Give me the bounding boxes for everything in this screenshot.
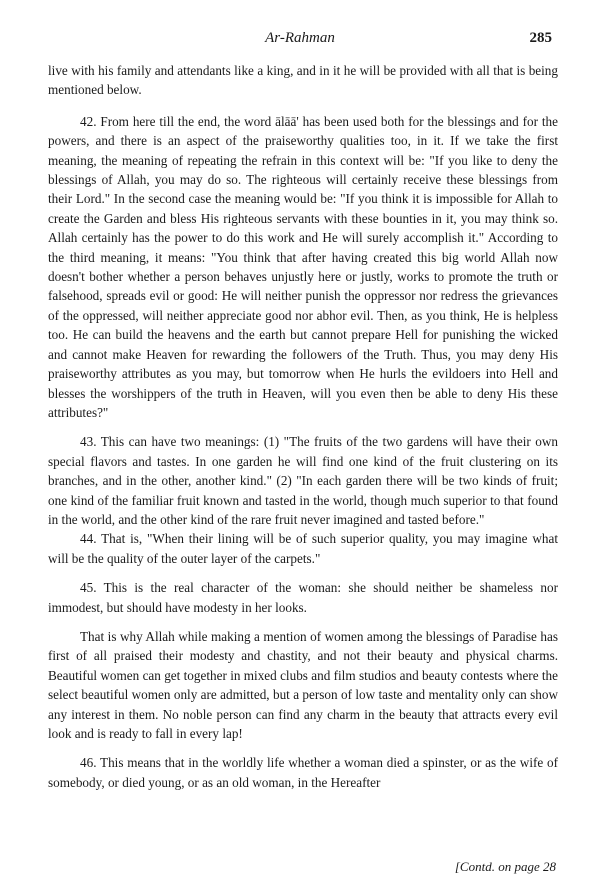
note-45: 45. This is the real character of the woman: she should neither be shameless nor immodest, but should have modesty in her looks. bbox=[48, 580, 558, 615]
page-number: 285 bbox=[529, 30, 552, 46]
running-title: Ar-Rahman bbox=[265, 30, 335, 46]
note-44: 44. That is, "When their lining will be of such superior quality, you may imagine what will be the quality of the outer layer of the carpets." bbox=[48, 531, 558, 566]
note-45-continued: That is why Allah while making a mention of women among the blessings of Paradise has first of all praised their modesty and chastity, and not their beauty and physical charms. Beautiful women can get together in mixed clubs and film studios and beauty contests where the select beautiful women only are admitted, but a person of low taste and mentality only can show any interest in them. No noble person can find any charm in the beauty that attracts every evil look and is ready to fall in every lap! bbox=[48, 628, 558, 741]
note-46: 46. This means that in the worldly life whether a woman died a spinster, or as the wife of somebody, or died young, or as an old woman, in the Hereafter bbox=[48, 755, 558, 790]
paragraph-continuation: live with his family and attendants like a king, and in it he will be provided with all that is being mentioned below. bbox=[48, 63, 558, 98]
note-42: 42. From here till the end, the word ālāā' has been used both for the blessings and for the powers, and there is an aspect of the praiseworthy qualities too, in it. If we take the first meaning, the meaning of repeating the refrain in this context will be: "If you like to deny the blessings of Allah, you may do so. The righteous will certainly receive these blessings from their Lord." In the second case the meaning would be: "If you think it is impossible for Allah to create the Garden and bless His righteous servants with these bounties in it, you may think so. Allah certainly has the power to do this work and He will surely accomplish it." According to the third meaning, it means: "You think that after having created this big world Allah now doesn't bother whether a person behaves unjustly here or justly, works to promote the truth or falsehood, spreads evil or good: He will neither punish the oppressor nor redress the grievances of the oppressed, will neither appreciate good nor abhor evil. Then, as you think, He is helpless too. He can build the heavens and the earth but cannot prepare Hell for punishing the wicked and cannot make Heaven for rewarding the followers of the Truth. Thus, you may deny His praiseworthy attributes as you may, but tomorrow when He hurls the evildoers into Hell and blesses the worshippers of the truth in Heaven, will you even then be able to deny His these attributes?" bbox=[48, 113, 558, 420]
continued-note: [Contd. on page 28 bbox=[454, 859, 556, 874]
note-43: 43. This can have two meanings: (1) "The fruits of the two gardens will have their own special flavors and tastes. In one garden he will find one kind of the fruit clustering on its branches, and in the other, another kind." (2) "In each garden there will be two kinds of fruit; one kind of the familiar fruit known and tasted in the world, though much superior to that found in the world, and the other kind of the rare fruit never imagined and tasted before." bbox=[48, 434, 558, 527]
page-body bbox=[48, 61, 558, 802]
page-header bbox=[48, 30, 552, 52]
